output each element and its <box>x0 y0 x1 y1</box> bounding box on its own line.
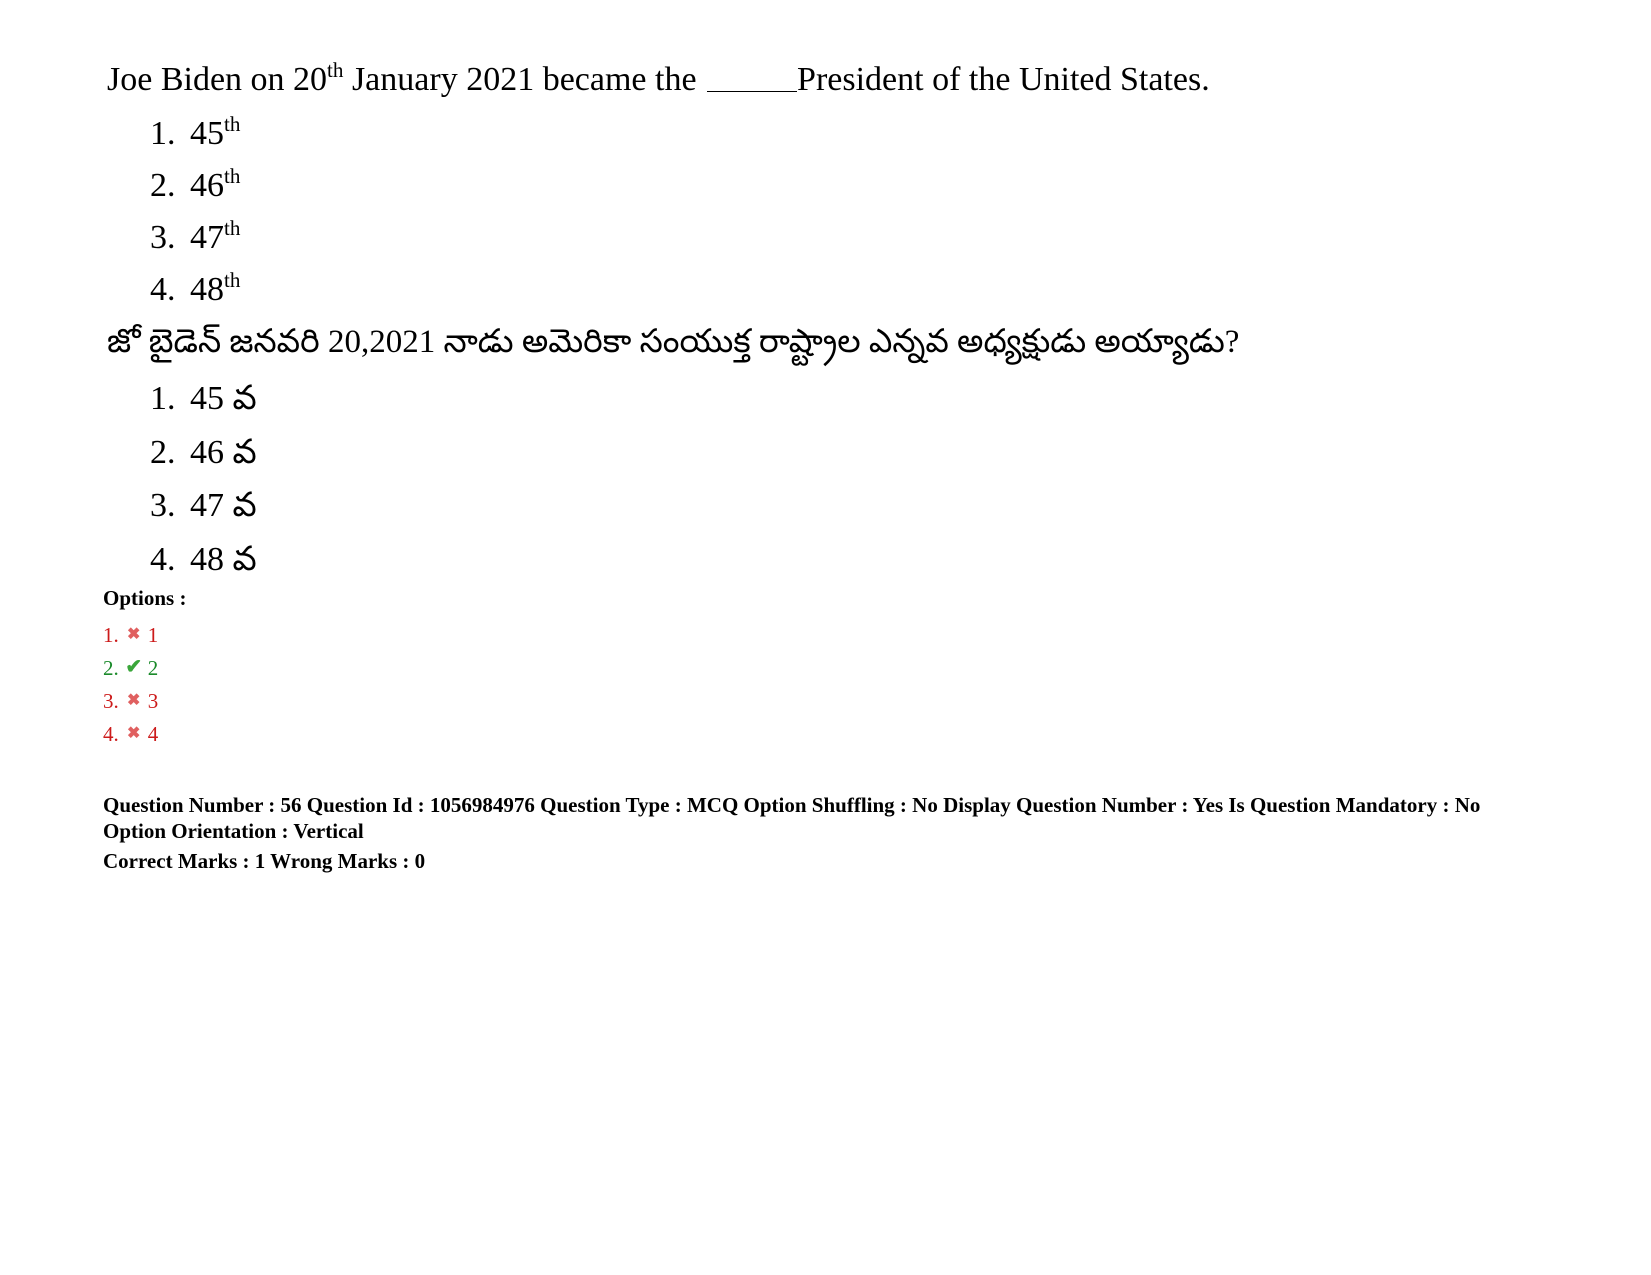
telugu-option <box>150 426 257 480</box>
option-value: 45 <box>190 115 224 152</box>
telugu-option <box>150 372 257 426</box>
option-number: 2. <box>150 167 176 204</box>
cross-icon: ✖ <box>127 725 141 742</box>
cross-icon: ✖ <box>127 626 141 643</box>
answer-label: 2 <box>147 656 159 680</box>
answer-option <box>103 618 158 651</box>
answer-option <box>103 717 158 750</box>
option-value: 47 <box>190 219 224 256</box>
english-option-list <box>150 108 240 316</box>
option-superscript: th <box>224 111 241 136</box>
option-value: 47 వ <box>190 487 257 524</box>
option-superscript: th <box>224 163 241 188</box>
english-option <box>150 160 240 212</box>
option-orientation: Option Orientation : Vertical <box>103 819 364 843</box>
cross-icon: ✖ <box>127 692 141 709</box>
options-heading: Options : <box>103 586 187 610</box>
check-icon: ✔ <box>125 656 143 678</box>
option-value: 45 వ <box>190 380 257 417</box>
option-number: 1. <box>150 115 176 152</box>
question-part-2: January 2021 became the <box>343 61 706 98</box>
answer-option <box>103 684 158 717</box>
english-option <box>150 108 240 160</box>
question-text-english <box>107 57 1210 100</box>
option-number: 4. <box>150 540 176 578</box>
option-superscript: th <box>224 215 241 240</box>
option-number: 3. <box>150 219 176 256</box>
question-text-telugu: జో బైడెన్ జనవరి 20,2021 నాడు అమెరికా సంయుక్త రాష్ట్రాల ఎన్నవ అధ్యక్షుడు అయ్యాడు? <box>107 324 1240 360</box>
telugu-option <box>150 479 257 533</box>
answer-number: 4. <box>103 722 119 746</box>
question-superscript: th <box>327 57 344 82</box>
telugu-option-list <box>150 372 257 586</box>
answer-number: 1. <box>103 623 119 647</box>
english-option <box>150 212 240 264</box>
question-metadata <box>103 792 1593 874</box>
answer-options <box>103 618 158 750</box>
answer-option <box>103 651 158 684</box>
option-superscript: th <box>224 267 241 292</box>
answer-label: 3 <box>147 689 159 713</box>
answer-number: 2. <box>103 656 119 680</box>
question-part-1: Joe Biden on 20 <box>107 61 328 98</box>
option-number: 1. <box>150 380 176 417</box>
answer-number: 3. <box>103 689 119 713</box>
option-number: 2. <box>150 433 176 471</box>
option-value: 46 వ <box>190 433 257 471</box>
answer-label: 4 <box>147 722 159 746</box>
question-part-3: President of the United States. <box>797 61 1210 98</box>
telugu-option <box>150 533 257 587</box>
answer-label: 1 <box>147 623 159 647</box>
option-value: 48 వ <box>190 540 257 578</box>
option-number: 3. <box>150 487 176 524</box>
metadata-line: Question Number : 56 Question Id : 1056984976 Question Type : MCQ Option Shuffling : No Display Question Number : Yes Is Question Mandatory : No <box>103 793 1481 817</box>
marks-info: Correct Marks : 1 Wrong Marks : 0 <box>103 849 426 873</box>
option-number: 4. <box>150 271 176 308</box>
option-value: 46 <box>190 167 224 204</box>
answer-blank <box>707 65 797 92</box>
english-option <box>150 264 240 316</box>
option-value: 48 <box>190 271 224 308</box>
